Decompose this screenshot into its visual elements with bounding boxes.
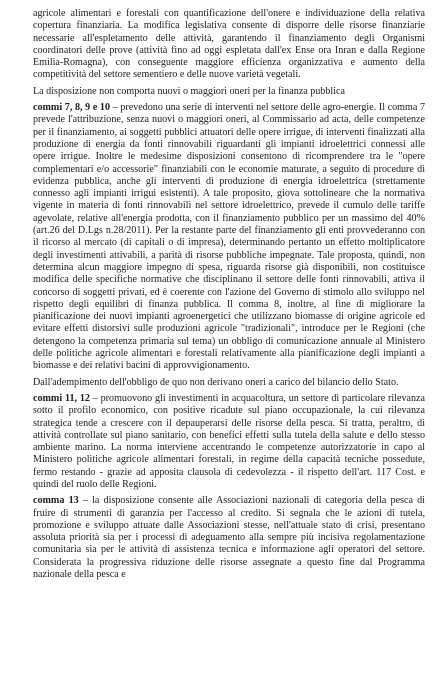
paragraph-text: – la disposizione consente alle Associazioni nazionali di categoria della pesca di fruire di strumenti di garanzia per l'accesso al credito. Si segnala che le azioni di tutela, promozione e sviluppo attuate dalle Associazioni stesse, nell'attuale stato di crisi, presentano assoluta priorità sia per i processi di adeguamento alla sempre più incisiva regolamentazione comunitaria sia per le attività di assistenza tecnica e informazione agli operatori del settore. Considerata la progressiva riduzione delle risorse assegnate a questo fine dal Programma nazionale della pesca e [33,495,425,581]
document-body [33,8,425,581]
paragraph-lead: commi 11, 12 [33,392,90,404]
paragraph-comma-13 [33,495,425,581]
paragraph-text: La disposizione non comporta nuovi o maggiori oneri per la finanza pubblica [33,85,345,97]
paragraph-text: agricole alimentari e forestali con quantificazione dell'onere e individuazione della relativa copertura finanziaria. La modifica legislativa consente di disporre delle risorse finanziarie necessarie all'espletamento delle attività, garantendo il finanziamento degli Organismi coordinatori delle prove (attività fino ad oggi espletata dall'ex Ense ora Inran e dalla Regione Emilia-Romagna), con conseguente maggiore efficienza organizzativa e aumento della competitività del settore sementiero e delle nuove varietà vegetali. [33,8,425,81]
paragraph-text: – prevedono una serie di interventi nel settore delle agro-energie. Il comma 7 prevede l'attribuzione, senza nuovi o maggiori oneri, al Commissario ad acta, delle competenze per il finanziamento, ai soggetti pubblici attuatori delle opere irrigue, di interventi finalizzati alla produzione di energia da fonti rinnovabili riguardanti gli impianti idroelettrici connessi alle opere irrigue. Inoltre le medesime disposizioni consentono di ricomprendere tra le "opere complementari e/o accessorie" finanziabili con le economie maturate, a seguito di procedure di evidenza pubblica, anche gli interventi di produzione di energia idroelettrica (strettamente connesso agli impianti irrigui esistenti). A tale proposito, giova sottolineare che la normativa vigente in materia di fonti rinnovabili nel settore idroelettrico, prevede il cumulo delle tariffe agevolate, relative all'energia prodotta, con il finanziamento pubblico per un massimo del 40% (art.26 del D.Lgs n.28/2011). Per la restante parte del finanziamento gli enti provvederanno con il ricorso al mercato (di capitali o di impresa), determinando pertanto un effetto moltiplicatore degli investimenti attivabili, a parità di risorse pubbliche impegnate. Tale proposta, quindi, non determina alcun maggiore impegno di spesa, riguarda risorse già disponibili, non costituisce modifica delle specifiche normative che disciplinano il settore delle fonti rinnovabili, attiva il concorso di soggetti privati, ed è coerente con l'azione del Governo di stimolo allo sviluppo nel rispetto degli equilibri di finanza pubblica. Il comma 8, inoltre, al fine di migliorare la pianificazione dei nuovi impianti agroenergetici che utilizzano biomasse di origine agricole ed evitare effetti distorsivi sulle produzioni agricole "tradizionali", introduce per le Regioni (che detengono la competenza primaria sul tema) un obbligo di comunicazione annuale al Ministero delle politiche agricole alimentari e forestali relativamente alla pianificazione degli impianti a biomasse e dei relativi bacini di approvvigionamento. [33,102,425,372]
paragraph-lead: comma 13 [33,495,79,507]
paragraph-lead: commi 7, 8, 9 e 10 [33,102,111,114]
paragraph-text: Dall'adempimento dell'obbligo de quo non derivano oneri a carico del bilancio dello Stato. [33,376,399,388]
paragraph-adempimento [33,377,425,389]
paragraph-commi-7-10 [33,102,425,373]
paragraph-oneri-note [33,86,425,98]
paragraph-commi-11-12 [33,393,425,491]
paragraph-text: – promuovono gli investimenti in acquacoltura, un settore di particolare rilevanza sotto il profilo economico, con positive ricadute sul piano occupazionale, la cui rilevanza strategica tende a crescere con il depauperarsi delle risorse della pesca. Si tratta, peraltro, di attività controllate sul piano sanitario, con benefici effetti sulla tutela della salute e dello stesso ambiente marino. La norma interviene accentrando le competenze autorizzatorie in capo al Ministero politiche agricole alimentari forestali, in regime della capacità tecniche possedute, fermo restando - grazie ad apposita clausola di cedevolezza - il rispetto dell'art. 117 Cost. e quindi del ruolo delle Regioni. [33,392,425,490]
paragraph-copertura [33,8,425,82]
